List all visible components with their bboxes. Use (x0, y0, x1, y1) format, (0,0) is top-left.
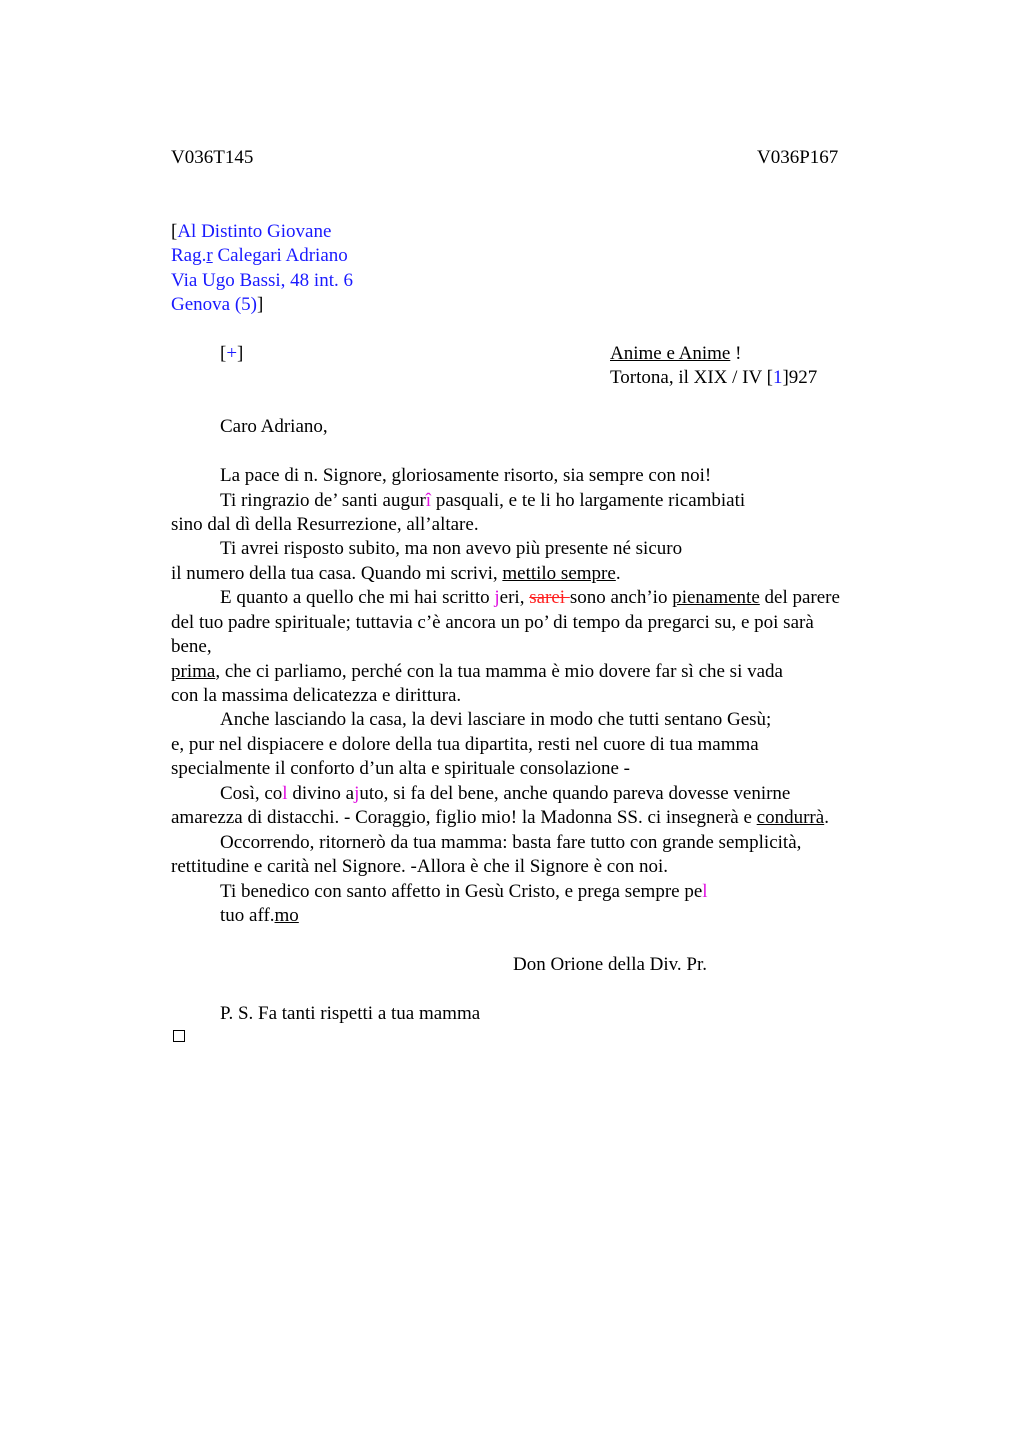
body-line: specialmente il conforto d’un alta e spirituale consolazione - (171, 758, 630, 779)
signature: Don Orione della Div. Pr. (513, 954, 708, 975)
checkbox-icon (173, 1030, 185, 1042)
cross-mark: [+] (220, 343, 244, 364)
address-line-2: Rag.r Calegari Adriano (171, 245, 348, 266)
address-line-4: Genova (5)] (171, 294, 264, 315)
body-line: sino dal dì della Resurrezione, all’altare. (171, 514, 479, 535)
body-line: prima, che ci parliamo, perché con la tua mamma è mio dovere far sì che si vada (171, 661, 783, 682)
body-line: tuo aff.mo (220, 905, 299, 926)
body-line: Così, col divino ajuto, si fa del bene, anche quando pareva dovesse venirne (220, 783, 791, 804)
body-line: con la massima delicatezza e dirittura. (171, 685, 462, 706)
body-line: rettitudine e carità nel Signore. -Allora è che il Signore è con noi. (171, 856, 668, 877)
body-line: Occorrendo, ritornerò da tua mamma: basta fare tutto con grande semplicità, (220, 832, 802, 853)
body-line: del tuo padre spirituale; tuttavia c’è ancora un po’ di tempo da pregarci su, e poi sarà (171, 612, 814, 633)
body-line: il numero della tua casa. Quando mi scrivi, mettilo sempre. (171, 563, 621, 584)
body-line: e, pur nel dispiacere e dolore della tua dipartita, resti nel cuore di tua mamma (171, 734, 759, 755)
document-code-right: V036P167 (757, 147, 839, 168)
body-line: Ti avrei risposto subito, ma non avevo più presente né sicuro (220, 538, 683, 559)
document-code-left: V036T145 (171, 147, 254, 168)
address-line-3: Via Ugo Bassi, 48 int. 6 (171, 270, 353, 291)
postscript: P. S. Fa tanti rispetti a tua mamma (220, 1003, 481, 1024)
address-line-1: [Al Distinto Giovane (171, 221, 332, 242)
body-line: bene, (171, 636, 212, 657)
salutation: Caro Adriano, (220, 416, 328, 437)
body-line: amarezza di distacchi. - Coraggio, figlio mio! la Madonna SS. ci insegnerà e condurrà. (171, 807, 829, 828)
body-line: E quanto a quello che mi hai scritto jeri, sarei sono anch’io pienamente del parere (220, 587, 840, 608)
dateline: Tortona, il XIX / IV [1]927 (610, 367, 818, 388)
body-line: Anche lasciando la casa, la devi lasciare in modo che tutti sentano Gesù; (220, 709, 772, 730)
motto: Anime e Anime ! (610, 343, 742, 364)
body-line: Ti benedico con santo affetto in Gesù Cristo, e prega sempre pel (220, 881, 708, 902)
body-line: La pace di n. Signore, gloriosamente risorto, sia sempre con noi! (220, 465, 712, 486)
body-line: Ti ringrazio de’ santi augurî pasquali, e te li ho largamente ricambiati (220, 490, 746, 511)
